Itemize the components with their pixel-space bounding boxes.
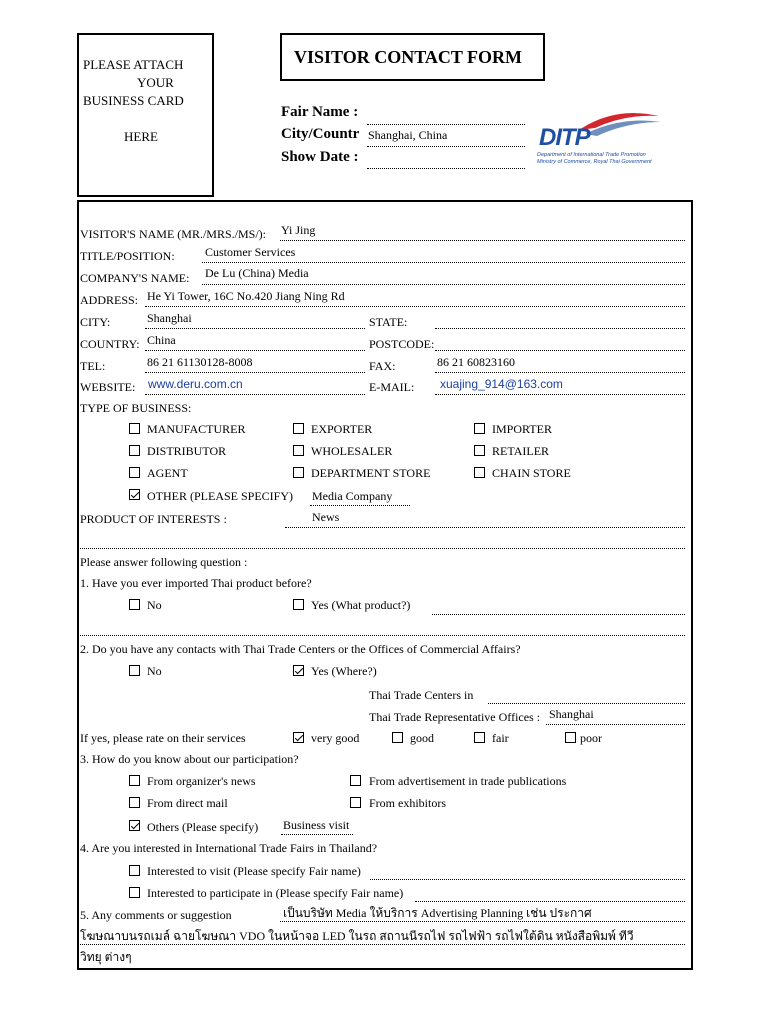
- q5-comment-line-3[interactable]: วิทยุ ต่างๆ: [80, 950, 132, 964]
- exhibitors-label: From exhibitors: [369, 796, 446, 810]
- show-date-label: Show Date :: [281, 149, 359, 165]
- tel-value[interactable]: 86 21 61130128-8008: [147, 355, 253, 369]
- thai-trade-offices-value[interactable]: Shanghai: [549, 707, 594, 721]
- email-line: [435, 394, 685, 395]
- q1-text: 1. Have you ever imported Thai product before?: [80, 576, 312, 590]
- exhibitors-checkbox[interactable]: [350, 797, 361, 808]
- other-business-label: OTHER (PLEASE SPECIFY): [147, 489, 294, 503]
- ditp-logo: [535, 110, 665, 170]
- q1-no-label: No: [147, 598, 162, 612]
- q3-text: 3. How do you know about our participation?: [80, 752, 299, 766]
- fax-line: [435, 372, 685, 373]
- agent-label: AGENT: [147, 466, 188, 480]
- q5-comment-line-2[interactable]: โฆษณาบนรถเมล์ ฉายโฆษณา VDO ในหน้าจอ LED ในรถ สถานนีรถไฟ รถไฟฟ้า รถไฟใต้ดิน หนังสือพิมพ์ ทีวี: [80, 929, 634, 943]
- form-title-box: [280, 33, 545, 81]
- q5-comment-line-1[interactable]: เป็นบริษัท Media ให้บริการ Advertising Planning เช่น ประกาศ: [283, 906, 592, 920]
- chain-store-checkbox[interactable]: [474, 467, 485, 478]
- show-date-line: [367, 168, 525, 169]
- direct-mail-checkbox[interactable]: [129, 797, 140, 808]
- website-value[interactable]: www.deru.com.cn: [148, 377, 243, 391]
- agent-checkbox[interactable]: [129, 467, 140, 478]
- rating-label: If yes, please rate on their services: [80, 731, 246, 745]
- website-label: WEBSITE:: [80, 380, 136, 394]
- exporter-label: EXPORTER: [311, 422, 373, 436]
- q3-others-label: Others (Please specify): [147, 820, 259, 834]
- q1-product-line: [432, 614, 685, 615]
- interested-visit-checkbox[interactable]: [129, 865, 140, 876]
- company-name-value[interactable]: De Lu (China) Media: [205, 266, 309, 280]
- title-position-line: [202, 262, 685, 263]
- wholesaler-label: WHOLESALER: [311, 444, 393, 458]
- company-name-line: [202, 284, 685, 285]
- thai-trade-offices-label: Thai Trade Representative Offices :: [369, 710, 541, 724]
- rating-very-good-label: very good: [311, 731, 360, 745]
- q1-yes-label: Yes (What product?): [311, 598, 411, 612]
- visitor-name-label: VISITOR'S NAME (MR./MRS./MS/):: [80, 227, 266, 241]
- ditp-logo-subline-2: Ministry of Commerce, Royal Thai Government: [537, 159, 652, 165]
- q2-no-label: No: [147, 664, 162, 678]
- company-name-label: COMPANY'S NAME:: [80, 271, 190, 285]
- interested-participate-line: [415, 901, 685, 902]
- rating-fair-checkbox[interactable]: [474, 732, 485, 743]
- other-business-value[interactable]: Media Company: [312, 489, 393, 503]
- address-line: [145, 306, 685, 307]
- q3-others-value[interactable]: Business visit: [283, 818, 350, 832]
- chain-store-label: CHAIN STORE: [492, 466, 571, 480]
- email-label: E-MAIL:: [369, 380, 415, 394]
- city-value[interactable]: Shanghai: [147, 311, 192, 325]
- trade-publications-label: From advertisement in trade publications: [369, 774, 567, 788]
- q5-comment-underline-1: [280, 921, 685, 922]
- city-country-value[interactable]: Shanghai, China: [368, 128, 448, 142]
- address-label: ADDRESS:: [80, 293, 139, 307]
- organizer-news-checkbox[interactable]: [129, 775, 140, 786]
- address-value[interactable]: He Yi Tower, 16C No.420 Jiang Ning Rd: [147, 289, 345, 303]
- wholesaler-checkbox[interactable]: [293, 445, 304, 456]
- city-line: [145, 328, 365, 329]
- q1-product-line-2: [80, 635, 685, 636]
- product-interests-value[interactable]: News: [312, 510, 340, 524]
- other-business-checkbox[interactable]: [129, 489, 140, 500]
- title-position-label: TITLE/POSITION:: [80, 249, 175, 263]
- q1-yes-checkbox[interactable]: [293, 599, 304, 610]
- tel-line: [145, 372, 365, 373]
- interested-participate-label: Interested to participate in (Please specify Fair name): [147, 886, 404, 900]
- city-country-line: [367, 146, 525, 147]
- thai-trade-offices-line: [546, 724, 685, 725]
- visitor-name-value[interactable]: Yi Jing: [281, 223, 316, 237]
- questions-intro: Please answer following question :: [80, 555, 248, 569]
- manufacturer-checkbox[interactable]: [129, 423, 140, 434]
- rating-good-checkbox[interactable]: [392, 732, 403, 743]
- visitor-name-line: [280, 240, 685, 241]
- interested-visit-line: [370, 879, 685, 880]
- q3-others-checkbox[interactable]: [129, 820, 140, 831]
- attach-line-4: HERE: [124, 129, 158, 144]
- department-store-checkbox[interactable]: [293, 467, 304, 478]
- q2-text: 2. Do you have any contacts with Thai Trade Centers or the Offices of Commercial Affairs?: [80, 642, 521, 656]
- thai-trade-centers-label: Thai Trade Centers in: [369, 688, 474, 702]
- state-label: STATE:: [369, 315, 408, 329]
- retailer-checkbox[interactable]: [474, 445, 485, 456]
- rating-fair-label: fair: [492, 731, 509, 745]
- rating-poor-checkbox[interactable]: [565, 732, 576, 743]
- postcode-line: [435, 350, 685, 351]
- manufacturer-label: MANUFACTURER: [147, 422, 246, 436]
- distributor-checkbox[interactable]: [129, 445, 140, 456]
- country-label: COUNTRY:: [80, 337, 140, 351]
- fair-name-label: Fair Name :: [281, 104, 359, 120]
- postcode-label: POSTCODE:: [369, 337, 435, 351]
- rating-very-good-checkbox[interactable]: [293, 732, 304, 743]
- thai-trade-centers-line: [488, 703, 685, 704]
- email-value[interactable]: xuajing_914@163.com: [440, 377, 563, 391]
- attach-line-1: PLEASE ATTACH: [83, 57, 184, 72]
- city-label: CITY:: [80, 315, 111, 329]
- q1-no-checkbox[interactable]: [129, 599, 140, 610]
- importer-label: IMPORTER: [492, 422, 552, 436]
- q4-text: 4. Are you interested in International Trade Fairs in Thailand?: [80, 841, 378, 855]
- country-value[interactable]: China: [147, 333, 176, 347]
- importer-checkbox[interactable]: [474, 423, 485, 434]
- organizer-news-label: From organizer's news: [147, 774, 256, 788]
- retailer-label: RETAILER: [492, 444, 550, 458]
- product-interests-label: PRODUCT OF INTERESTS :: [80, 512, 227, 526]
- trade-publications-checkbox[interactable]: [350, 775, 361, 786]
- title-position-value[interactable]: Customer Services: [205, 245, 296, 259]
- q2-yes-checkbox[interactable]: [293, 665, 304, 676]
- other-business-line: [310, 505, 410, 506]
- tel-label: TEL:: [80, 359, 106, 373]
- q3-others-line: [281, 834, 353, 835]
- attach-line-3: BUSINESS CARD: [83, 93, 184, 108]
- q2-yes-label: Yes (Where?): [311, 664, 377, 678]
- city-country-label: City/Countr: [281, 126, 360, 142]
- fax-value[interactable]: 86 21 60823160: [437, 355, 515, 369]
- fax-label: FAX:: [369, 359, 396, 373]
- business-card-attach-box: [77, 33, 214, 197]
- state-line: [435, 328, 685, 329]
- business-type-label: TYPE OF BUSINESS:: [80, 401, 192, 415]
- interested-participate-checkbox[interactable]: [129, 887, 140, 898]
- fair-name-line: [367, 124, 525, 125]
- interested-visit-label: Interested to visit (Please specify Fair name): [147, 864, 361, 878]
- q2-no-checkbox[interactable]: [129, 665, 140, 676]
- q5-comment-underline-2: [80, 944, 685, 945]
- country-line: [145, 350, 365, 351]
- ditp-logo-text: DITP: [539, 124, 590, 151]
- exporter-checkbox[interactable]: [293, 423, 304, 434]
- website-line: [145, 394, 365, 395]
- product-interests-line-2: [80, 548, 685, 549]
- q5-text: 5. Any comments or suggestion: [80, 908, 232, 922]
- rating-good-label: good: [410, 731, 434, 745]
- department-store-label: DEPARTMENT STORE: [311, 466, 431, 480]
- direct-mail-label: From direct mail: [147, 796, 228, 810]
- ditp-logo-subline-1: Department of International Trade Promotion: [537, 152, 646, 158]
- rating-poor-label: poor: [580, 731, 602, 745]
- attach-line-2: YOUR: [137, 75, 174, 90]
- form-title: VISITOR CONTACT FORM: [294, 47, 523, 67]
- distributor-label: DISTRIBUTOR: [147, 444, 227, 458]
- product-interests-line: [285, 527, 685, 528]
